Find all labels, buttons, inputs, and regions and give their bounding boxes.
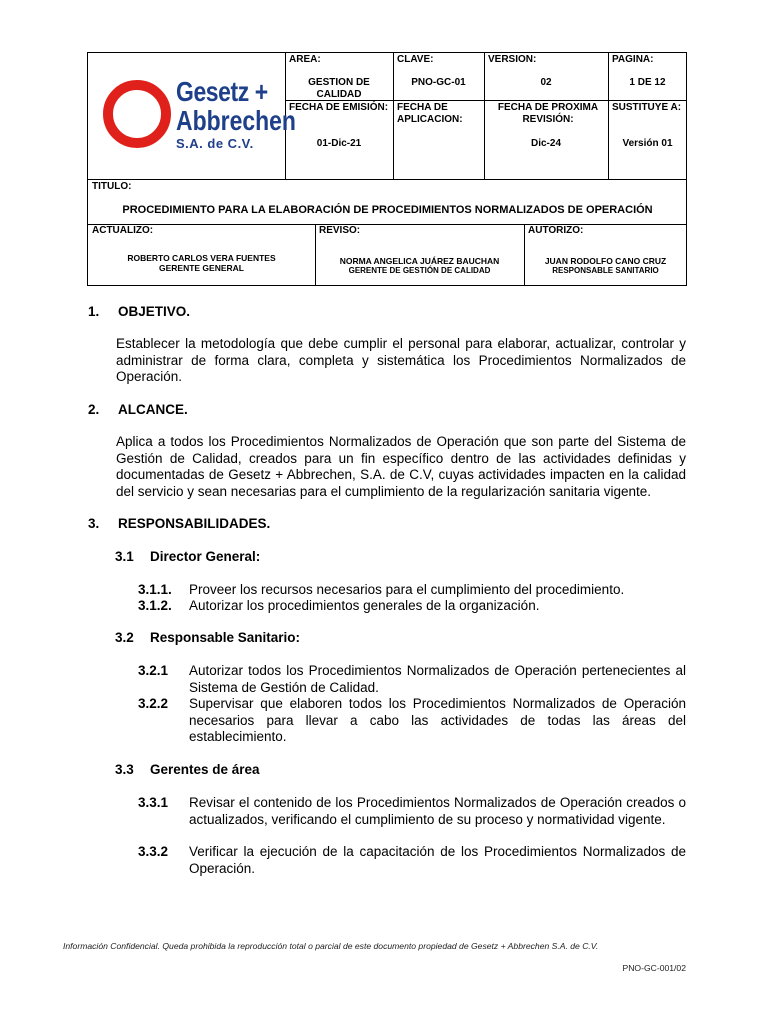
section-2-text: Aplica a todos los Procedimientos Normalizados de Operación que son parte del Sistema de Gestión de Calidad, creados para un fin específico dentro de las actividades definidas y documentadas de Gesetz + Abbrechen, S.A. de C.V, cuyas actividades impacten en la calidad del servicio y sean necesarias para el cumplimiento de la regularización sanitaria vigente. (116, 434, 686, 499)
document-title: PROCEDIMIENTO PARA LA ELABORACIÓN DE PROCEDIMIENTOS NORMALIZADOS DE OPERACIÓN (122, 204, 653, 216)
reviso-name: NORMA ANGELICA JUÁREZ BAUCHAN (339, 256, 500, 266)
divider (484, 53, 485, 179)
divider (88, 224, 687, 225)
item-3-3-2-number: 3.3.2 (138, 844, 169, 859)
divider (315, 224, 316, 286)
item-3-1-1-number: 3.1.1. (138, 582, 172, 597)
sustituye-value: Versión 01 (622, 138, 673, 149)
fecha-emision-label: FECHA DE EMISIÓN: (289, 102, 389, 113)
item-3-3-1-text: Revisar el contenido de los Procedimientos Normalizados de Operación creados o actualizados, verificando el cumplimiento de su proceso y normatividad vigente. (189, 795, 686, 827)
version-label: VERSION: (488, 54, 537, 65)
section-3-title: RESPONSABILIDADES. (118, 516, 271, 531)
item-3-3-1-number: 3.3.1 (138, 795, 169, 810)
subsection-3-3-title: Gerentes de área (150, 762, 260, 777)
clave-label: CLAVE: (397, 54, 434, 65)
item-3-1-1-text: Proveer los recursos necesarios para el cumplimiento del procedimiento. (189, 582, 625, 597)
item-3-1-2-text: Autorizar los procedimientos generales de la organización. (189, 598, 540, 613)
fecha-aplicacion-label: FECHA DE APLICACION: (397, 102, 463, 125)
reviso-role: GERENTE DE GESTIÓN DE CALIDAD (348, 266, 491, 275)
item-3-2-1-number: 3.2.1 (138, 663, 169, 678)
subsection-3-2-number: 3.2 (115, 630, 134, 645)
section-1-number: 1. (88, 304, 100, 319)
autorizo-name: JUAN RODOLFO CANO CRUZ (544, 256, 667, 266)
clave-value: PNO-GC-01 (411, 77, 466, 88)
company-logo-icon (102, 79, 172, 149)
confidential-notice: Información Confidencial. Queda prohibida la reproducción total o parcial de este documento propiedad de Gesetz + Abbrechen S.A. de C.V. (63, 941, 599, 951)
area-value: GESTION DE CALIDAD (308, 77, 370, 100)
item-3-2-2-text: Supervisar que elaboren todos los Procedimientos Normalizados de Operación necesarios para llevar a cabo las actividades de todas las áreas del establecimiento. (189, 696, 686, 744)
item-3-3-2-text: Verificar la ejecución de la capacitación de los Procedimientos Normalizados de Operación. (189, 844, 686, 876)
brand-name-line3: S.A. de C.V. (176, 136, 254, 151)
brand-name-line1: Gesetz + (176, 76, 268, 107)
subsection-3-2-title: Responsable Sanitario: (150, 630, 301, 645)
section-2-title: ALCANCE. (118, 402, 188, 417)
autorizo-role: RESPONSABLE SANITARIO (552, 266, 659, 275)
item-3-2-1-text: Autorizar todos los Procedimientos Normalizados de Operación pertenecientes al Sistema de Gestión de Calidad. (189, 663, 686, 695)
pagina-label: PAGINA: (612, 54, 654, 65)
divider (524, 224, 525, 286)
reviso-label: REVISO: (319, 225, 361, 236)
autorizo-label: AUTORIZO: (528, 225, 584, 236)
subsection-3-3-number: 3.3 (115, 762, 134, 777)
version-value: 02 (540, 77, 552, 88)
item-3-2-2-number: 3.2.2 (138, 696, 169, 711)
document-header-table (87, 52, 687, 286)
item-3-1-2-number: 3.1.2. (138, 598, 172, 613)
section-3-number: 3. (88, 516, 100, 531)
section-2-number: 2. (88, 402, 100, 417)
section-1-title: OBJETIVO. (118, 304, 191, 319)
area-label: AREA: (289, 54, 321, 65)
subsection-3-1-title: Director General: (150, 549, 261, 564)
fecha-emision-value: 01-Dic-21 (316, 138, 362, 149)
fecha-revision-label: FECHA DE PROXIMA REVISIÓN: (497, 102, 599, 125)
actualizo-role: GERENTE GENERAL (158, 263, 244, 273)
pagina-value: 1 DE 12 (629, 77, 666, 88)
section-1-text: Establecer la metodología que debe cumplir el personal para elaborar, actualizar, controlar y administrar de forma clara, completa y sistemática los Procedimientos Normalizados de Operación. (116, 336, 686, 384)
actualizo-name: ROBERTO CARLOS VERA FUENTES (127, 253, 276, 263)
divider (608, 53, 609, 179)
divider (393, 53, 394, 179)
subsection-3-1-number: 3.1 (115, 549, 134, 564)
brand-name-line2: Abbrechen (176, 105, 296, 136)
fecha-revision-value: Dic-24 (530, 138, 561, 149)
actualizo-label: ACTUALIZO: (92, 225, 154, 236)
document-code: PNO-GC-001/02 (622, 963, 686, 973)
divider (88, 179, 687, 180)
titulo-label: TITULO: (92, 181, 132, 192)
sustituye-label: SUSTITUYE A: (612, 102, 682, 113)
